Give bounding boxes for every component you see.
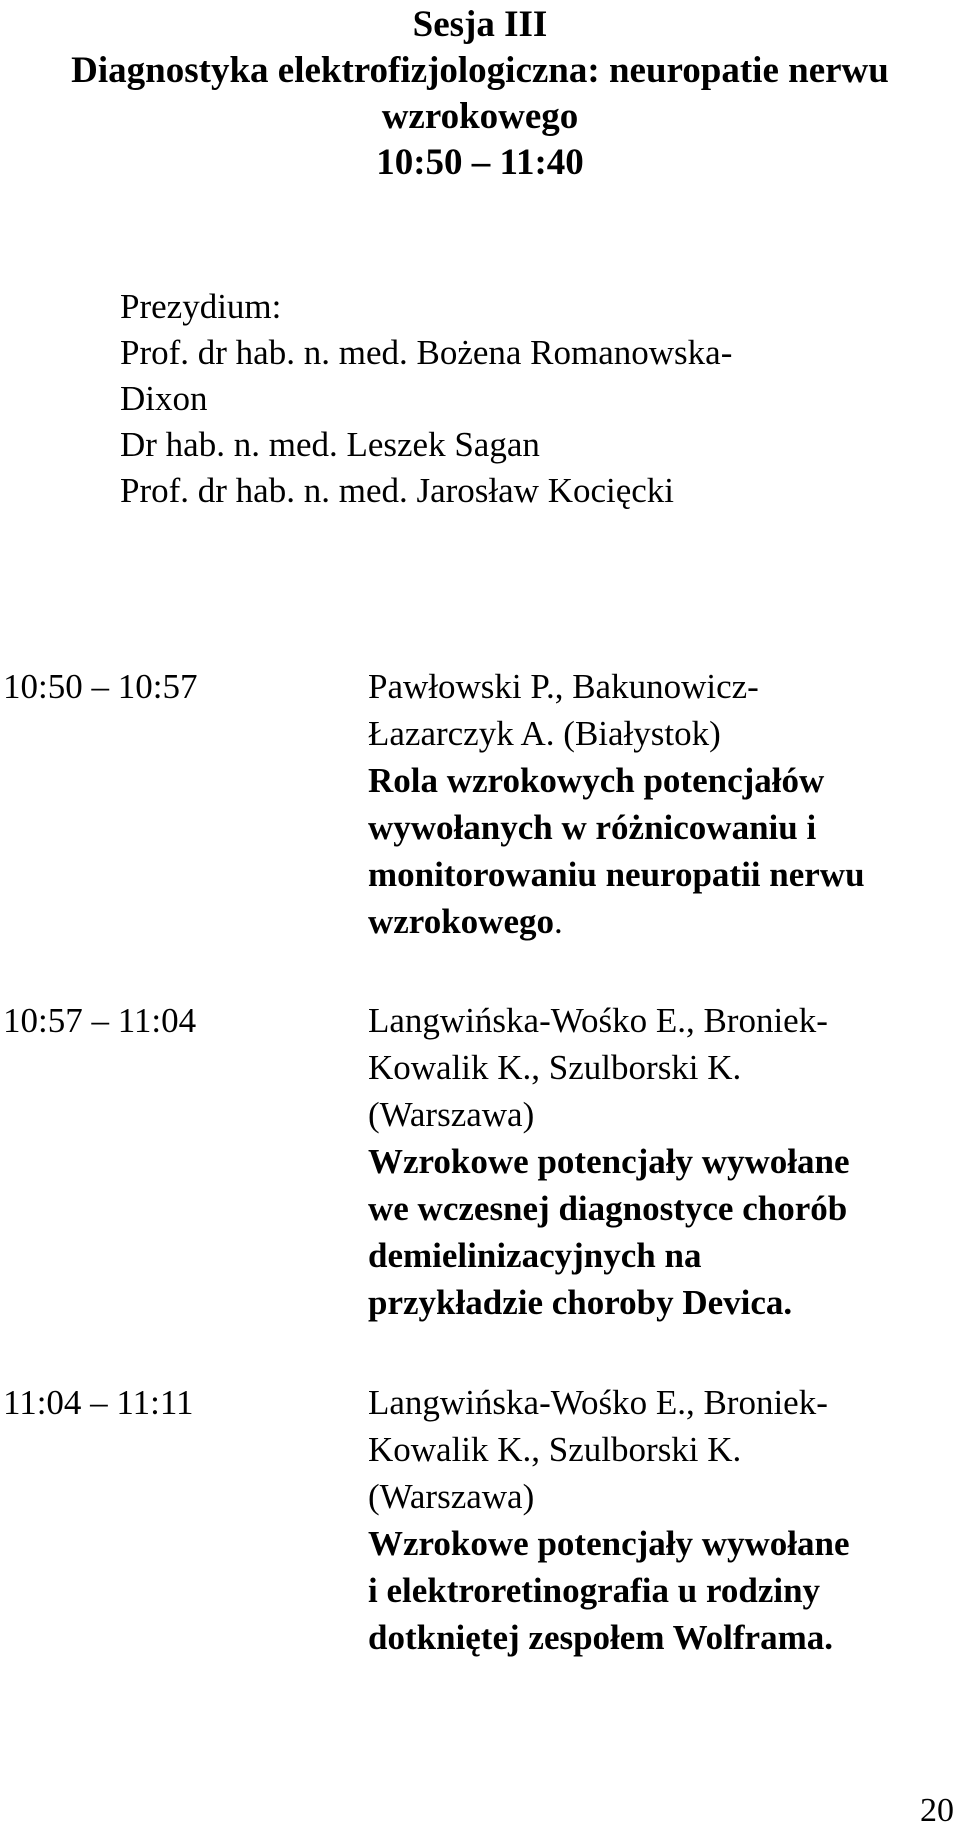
talk-authors: (Warszawa): [368, 1095, 535, 1134]
talk-authors: Łazarczyk A. (Białystok): [368, 714, 721, 753]
session-label: Sesja III: [412, 4, 548, 45]
talk-authors: Pawłowski P., Bakunowicz-: [368, 667, 759, 706]
talk-authors: Langwińska-Wośko E., Broniek-: [368, 1383, 828, 1422]
presidium-member: Prof. dr hab. n. med. Bożena Romanowska-: [120, 333, 733, 372]
talk-body: [368, 663, 958, 945]
presidium-member: Dr hab. n. med. Leszek Sagan: [120, 425, 540, 464]
talk-time: 10:57 – 11:04: [3, 1001, 197, 1040]
talk-body: [368, 1379, 958, 1661]
presidium-member: Dixon: [120, 379, 208, 418]
talk-title: monitorowaniu neuropatii nerwu: [368, 855, 865, 894]
talk-title: Wzrokowe potencjały wywołane: [368, 1142, 850, 1181]
talk-time: 10:50 – 10:57: [3, 667, 198, 706]
session-title-line-2: wzrokowego: [381, 96, 579, 137]
talk-authors: Langwińska-Wośko E., Broniek-: [368, 1001, 828, 1040]
talk-body: [368, 997, 958, 1326]
talk-title: wzrokowego: [368, 902, 554, 941]
talk-title: wywołanych w różnicowaniu i: [368, 808, 817, 847]
talk-authors: (Warszawa): [368, 1477, 535, 1516]
talk-authors: Kowalik K., Szulborski K.: [368, 1048, 742, 1087]
talk-title: we wczesnej diagnostyce chorób: [368, 1189, 848, 1228]
talk-title: i elektroretinografia u rodziny: [368, 1571, 821, 1610]
presidium-member: Prof. dr hab. n. med. Jarosław Kocięcki: [120, 471, 675, 510]
session-time: 10:50 – 11:40: [376, 142, 584, 183]
talk-time: 11:04 – 11:11: [3, 1383, 194, 1422]
talk-title-period: .: [554, 902, 563, 941]
page-number: 20: [920, 1792, 954, 1829]
talk-title: przykładzie choroby Devica.: [368, 1283, 793, 1322]
talk-title: dotkniętej zespołem Wolframa.: [368, 1618, 833, 1657]
talk-authors: Kowalik K., Szulborski K.: [368, 1430, 742, 1469]
session-title-line-1: Diagnostyka elektrofizjologiczna: neuropatie nerwu: [71, 50, 889, 91]
presidium-heading: Prezydium:: [120, 287, 282, 326]
presidium: [120, 284, 732, 514]
session-header: [0, 2, 960, 186]
talk-title: Rola wzrokowych potencjałów: [368, 761, 825, 800]
talk-title: Wzrokowe potencjały wywołane: [368, 1524, 850, 1563]
talk-title: demielinizacyjnych na: [368, 1236, 702, 1275]
